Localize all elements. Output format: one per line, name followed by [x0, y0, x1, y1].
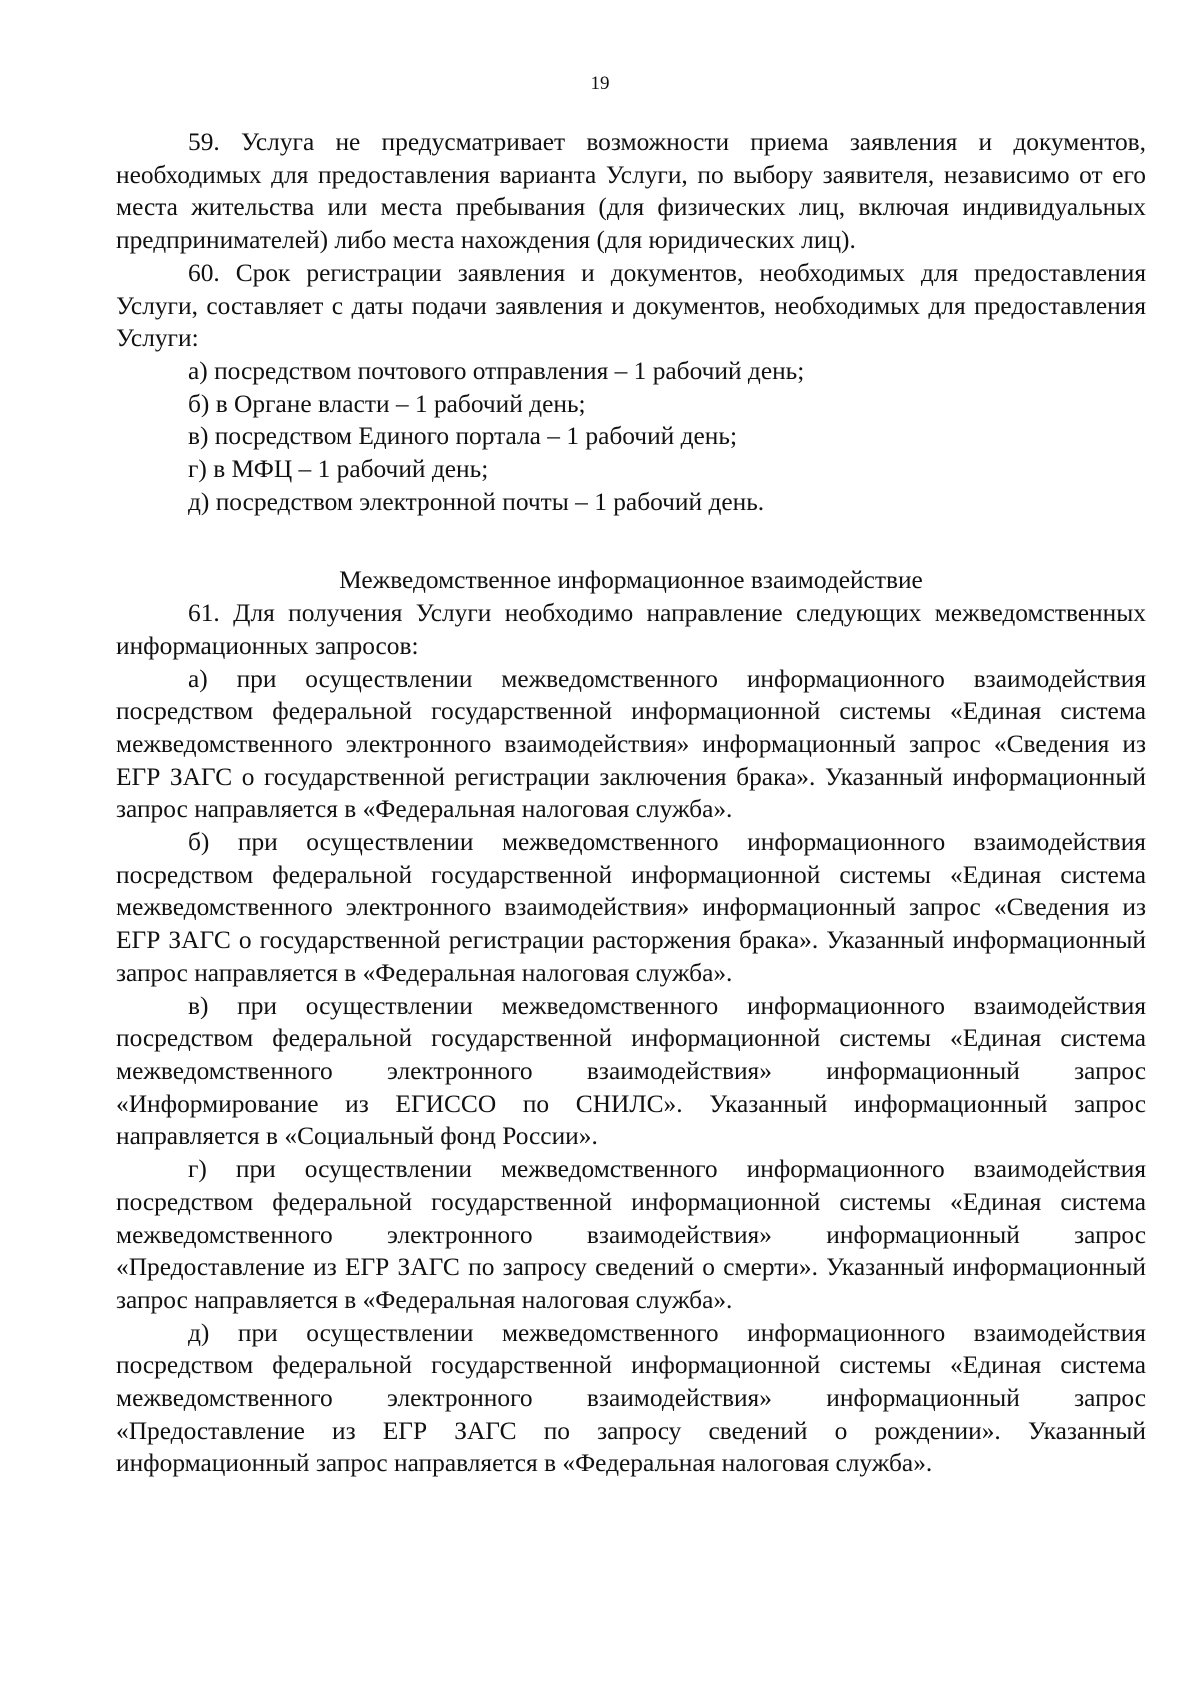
- item-61-v: в) при осуществлении межведомственного информационного взаимодействия посредством федеральной государственной информационной системы «Единая система межведомственного электронного взаимодействия» информационный запрос «Информирование из ЕГИССО по СНИЛС». Указанный информационный запрос направляется в «Социальный фонд России».: [116, 991, 1146, 1151]
- paragraph-61: 61. Для получения Услуги необходимо направление следующих межведомственных информационных запросов:: [116, 599, 1146, 660]
- list-item-60-d: д) посредством электронной почты – 1 рабочий день.: [188, 487, 765, 516]
- section-heading: Межведомственное информационное взаимодействие: [339, 566, 923, 595]
- page-number: 19: [590, 73, 610, 94]
- paragraph-59: 59. Услуга не предусматривает возможности приема заявления и документов, необходимых для предоставления варианта Услуги, по выбору заявителя, независимо от его места жительства или места пребывания (для физических лиц, включая индивидуальных предпринимателей) либо места нахождения (для юридических лиц).: [116, 128, 1146, 255]
- item-61-b: б) при осуществлении межведомственного информационного взаимодействия посредством федеральной государственной информационной системы «Единая система межведомственного электронного взаимодействия» информационный запрос «Сведения из ЕГР ЗАГС о государственной регистрации расторжения брака». Указанный информационный запрос направляется в «Федеральная налоговая служба».: [116, 828, 1146, 987]
- list-item-60-a: а) посредством почтового отправления – 1 рабочий день;: [188, 356, 805, 385]
- item-61-a: а) при осуществлении межведомственного информационного взаимодействия посредством федеральной государственной информационной системы «Единая система межведомственного электронного взаимодействия» информационный запрос «Сведения из ЕГР ЗАГС о государственной регистрации заключения брака». Указанный информационный запрос направляется в «Федеральная налоговая служба».: [116, 664, 1146, 824]
- list-item-60-b: б) в Органе власти – 1 рабочий день;: [188, 389, 586, 418]
- list-item-60-v: в) посредством Единого портала – 1 рабочий день;: [188, 422, 737, 451]
- item-61-g: г) при осуществлении межведомственного информационного взаимодействия посредством федеральной государственной информационной системы «Единая система межведомственного электронного взаимодействия» информационный запрос «Предоставление из ЕГР ЗАГС по запросу сведений о смерти». Указанный информационный запрос направляется в «Федеральная налоговая служба».: [116, 1155, 1146, 1314]
- document-body: [116, 126, 1146, 1480]
- list-item-60-g: г) в МФЦ – 1 рабочий день;: [188, 455, 489, 484]
- paragraph-60: 60. Срок регистрации заявления и документов, необходимых для предоставления Услуги, составляет с даты подачи заявления и документов, необходимых для предоставления Услуги:: [116, 258, 1146, 353]
- item-61-d: д) при осуществлении межведомственного информационного взаимодействия посредством федеральной государственной информационной системы «Единая система межведомственного электронного взаимодействия» информационный запрос «Предоставление из ЕГР ЗАГС по запросу сведений о рождении». Указанный информационный запрос направляется в «Федеральная налоговая служба».: [116, 1318, 1146, 1478]
